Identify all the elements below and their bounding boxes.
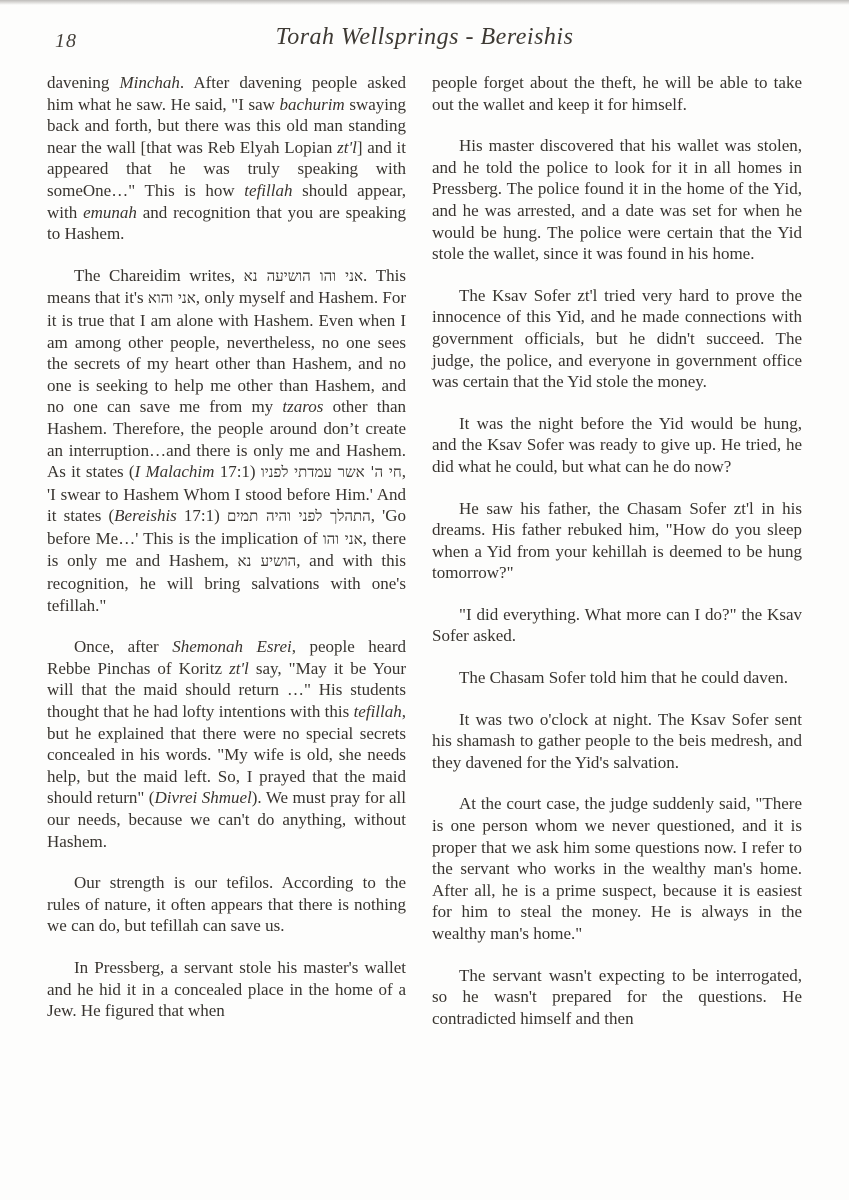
body-text: The Chasam Sofer told him that he could daven. [459, 668, 789, 688]
hebrew-text: אני והו [322, 529, 363, 548]
paragraph [432, 498, 802, 584]
paragraph [432, 709, 802, 774]
body-text: . After davening people asked him what he saw. He said, "I saw [47, 73, 406, 114]
body-text: The Ksav Sofer zt'l tried very hard to prove the innocence of this Yid, and he made connections with government officials, but he didn't succeed. The judge, the police, and everyone in government office was certain that the Yid stole the money. [432, 285, 802, 392]
body-text: say, "May it be Your will that the maid should return …" His students thought that he had lofty intentions with this [47, 658, 406, 722]
body-text: ). We must pray for all our needs, because we can't do anything, without Hashem. [47, 788, 406, 851]
body-text: 17:1) [176, 506, 227, 526]
hebrew-text: אני והו הושיעה נא [243, 266, 363, 285]
body-text: In Pressberg, a servant stole his master's wallet and he hid it in a concealed place in the home of a Jew. He figured that when [47, 957, 406, 1021]
body-text: The Chareidim writes, [74, 265, 244, 285]
paragraph [432, 965, 802, 1030]
header-title: Torah Wellsprings - Bereishis [275, 24, 574, 50]
italic-text: zt'l [337, 137, 357, 157]
body-text: ] and it appeared that he was truly speaking with someOne…" This is how [47, 137, 406, 200]
italic-text: Shemonah Esrei [172, 637, 292, 657]
body-text: He saw his father, the Chasam Sofer zt'l in his dreams. His father rebuked him, "How do you sleep when a Yid from your kehillah is deemed to be hung tomorrow?" [432, 498, 802, 583]
paragraph [47, 265, 406, 617]
italic-text: zt'l [229, 658, 249, 678]
italic-text: I Malachim [134, 462, 215, 482]
scan-edge-artifact [0, 0, 849, 5]
paragraph [432, 604, 802, 647]
page-number: 18 [55, 30, 77, 52]
paragraph [432, 135, 802, 265]
body-text: davening [47, 73, 120, 92]
body-text: , people heard Rebbe Pinchas of Koritz [47, 637, 406, 678]
italic-text: Bereishis [114, 506, 177, 526]
body-text: "I did everything. What more can I do?" the Ksav Sofer asked. [432, 604, 802, 646]
italic-text: tefillah [353, 702, 402, 722]
body-text: 17:1) [214, 462, 261, 482]
body-text: , but he explained that there were no special secrets concealed in his words. "My wife is old, she needs help, but the maid left. So, I prayed that the maid should return" ( [47, 702, 406, 808]
body-text: swaying back and forth, but there was this old man standing near the wall [that was Reb Elyah Lopian [47, 94, 406, 157]
paragraph [47, 957, 406, 1022]
body-text: other than Hashem. Therefore, the people around don’t create an interruption…and there is only me and Hashem. As it states ( [47, 397, 406, 482]
hebrew-text: אני והוא [147, 289, 196, 308]
paragraph [47, 72, 406, 245]
body-text: , and with this recognition, he will bring salvations with one's tefillah." [47, 551, 406, 615]
body-text: and recognition that you are speaking to Hashem. [47, 202, 406, 244]
body-text: . This means that it's [47, 265, 406, 308]
paragraph [432, 72, 802, 115]
hebrew-text: חי ה' אשר עמדתי לפניו [260, 463, 402, 482]
paragraph [47, 872, 406, 937]
text-body [47, 72, 802, 1049]
page-header [47, 24, 802, 58]
paragraph [432, 285, 802, 393]
body-text: His master discovered that his wallet was stolen, and he told the police to look for it in all homes in Pressberg. The police found it in the home of the Yid, and he was arrested, and a date was set for when he would be hung. The police were certain that the Yid stole the wallet, since it was found in his home. [432, 136, 802, 264]
paragraph [432, 413, 802, 478]
body-text: Once, after [74, 637, 173, 657]
right-column [432, 72, 802, 1049]
italic-text: Divrei Shmuel [154, 788, 252, 808]
body-text: , 'I swear to Hashem Whom I stood before Him.' And it states ( [47, 462, 406, 526]
body-text: people forget about the theft, he will be able to take out the wallet and keep it for himself. [432, 73, 802, 114]
hebrew-text: הושיע נא [237, 552, 297, 571]
body-text: Our strength is our tefilos. According to the rules of nature, it often appears that there is nothing we can do, but tefillah can save us. [47, 873, 406, 936]
body-text: , 'Go before Me…' This is the implication of [47, 506, 407, 548]
body-text: , there is only me and Hashem, [47, 528, 406, 571]
body-text: should appear, with [47, 180, 406, 222]
body-text: It was two o'clock at night. The Ksav Sofer sent his shamash to gather people to the beis medresh, and they davened for the Yid's salvation. [432, 709, 802, 772]
italic-text: Minchah [119, 73, 180, 92]
italic-text: tefillah [244, 180, 293, 200]
body-text: It was the night before the Yid would be hung, and the Ksav Sofer was ready to give up. He tried, he did what he could, but what can he do now? [432, 413, 802, 476]
hebrew-text: התהלך לפני והיה תמים [226, 507, 371, 526]
italic-text: tzaros [282, 397, 324, 417]
paragraph [432, 667, 802, 689]
paragraph [47, 636, 406, 852]
paragraph [432, 793, 802, 944]
italic-text: emunah [83, 202, 137, 222]
body-text: , only myself and Hashem. For it is true that I am alone with Hashem. Even when I am among other people, nevertheless, no one sees the secrets of my heart other than Hashem, and no one is seeking to help me other than Hashem, and no one can save me from my [47, 288, 407, 417]
body-text: The servant wasn't expecting to be interrogated, so he wasn't prepared for the questions. He contradicted himself and then [432, 965, 802, 1028]
body-text: At the court case, the judge suddenly said, "There is one person whom we never questioned, and it is proper that we ask him some questions now. I refer to the servant who works in the wealthy man's home. After all, he is a prime suspect, because it is easiest for him to steal the money. He is always in the wealthy man's home." [432, 794, 802, 943]
left-column [47, 72, 406, 1049]
italic-text: bachurim [279, 94, 345, 114]
